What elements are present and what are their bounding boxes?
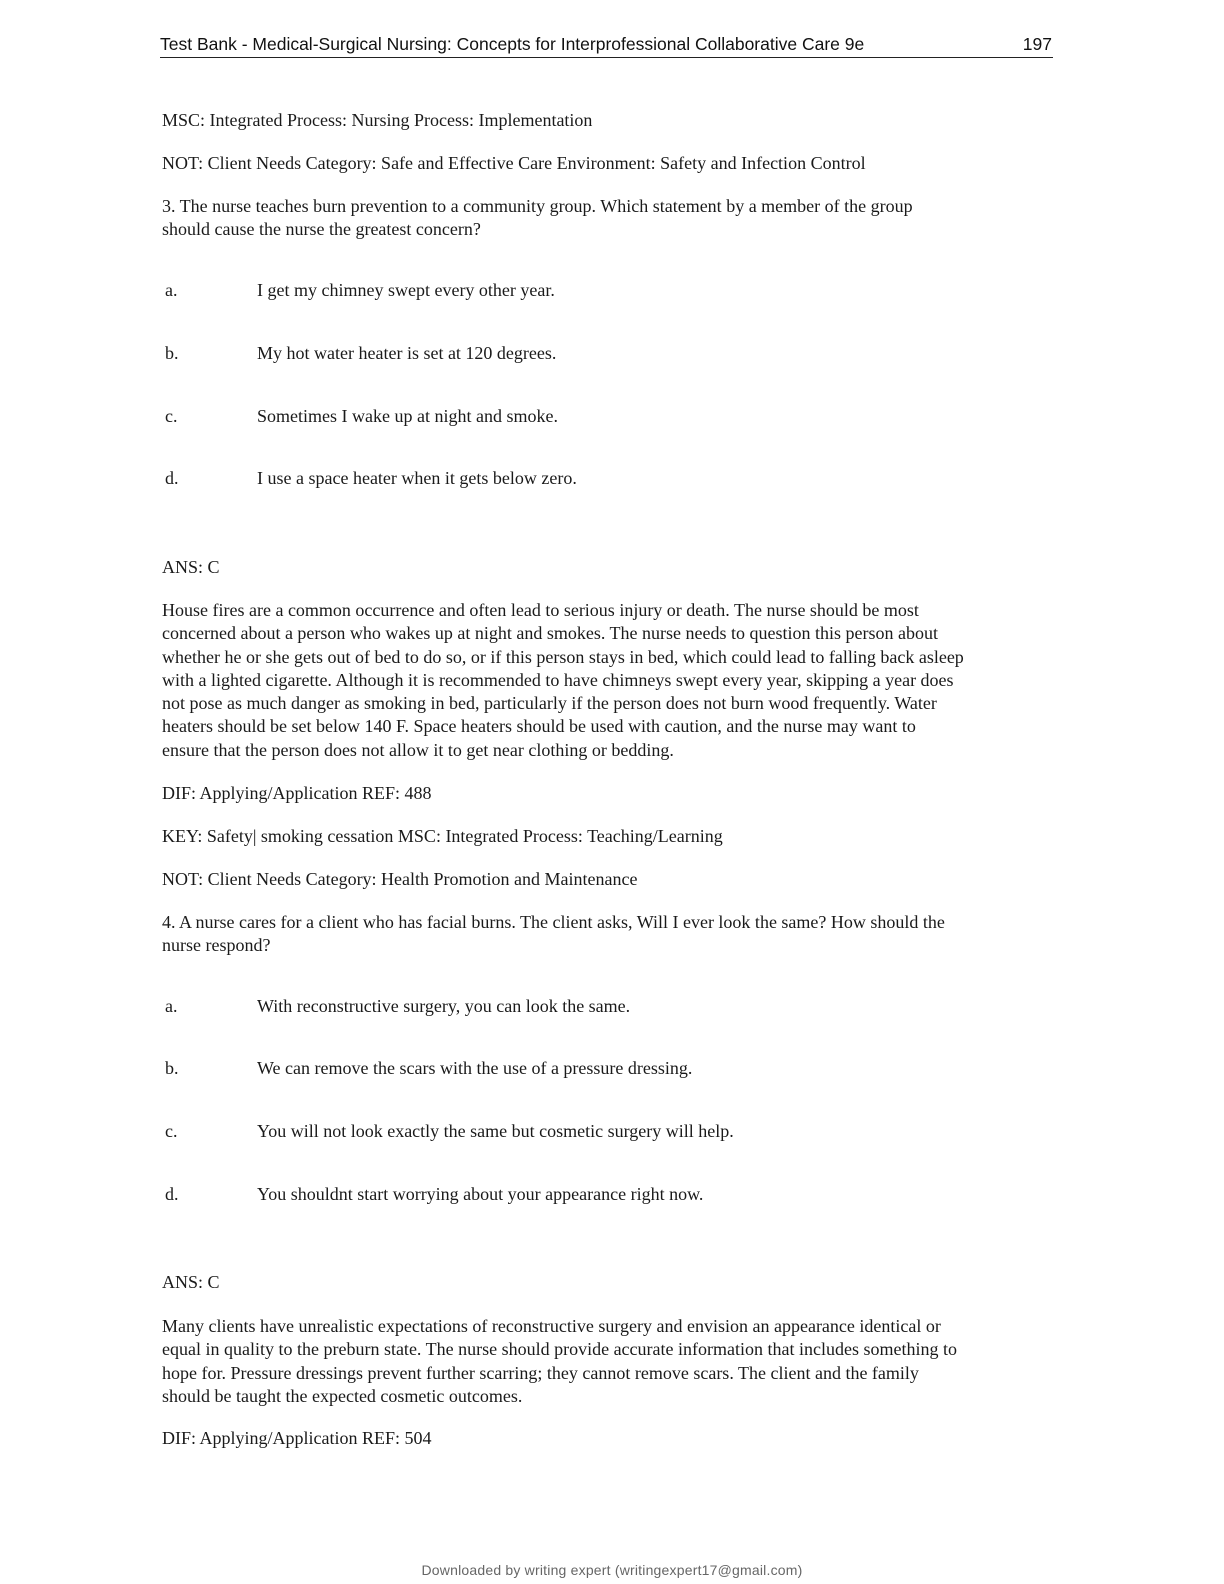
stem-line: nurse respond? (162, 935, 271, 956)
question-3-stem (162, 195, 1062, 242)
option-letter: b. (165, 1058, 179, 1078)
option-text: I use a space heater when it gets below zero. (257, 468, 577, 488)
stem-line: 4. A nurse cares for a client who has facial burns. The client asks, Will I ever look the same? How should the (162, 912, 945, 932)
option-text: I get my chimney swept every other year. (257, 280, 555, 300)
option-letter: d. (165, 1184, 179, 1204)
question-4-stem (162, 911, 1062, 958)
option-letter: c. (165, 406, 178, 426)
q4-dif: DIF: Applying/Application REF: 504 (162, 1428, 432, 1448)
q4-option-a (162, 995, 630, 1018)
option-letter: b. (165, 343, 179, 363)
q4-rationale (162, 1315, 1062, 1408)
option-letter: a. (165, 280, 178, 300)
q4-option-c (162, 1120, 734, 1143)
q3-option-c (162, 405, 558, 428)
option-letter: d. (165, 468, 179, 488)
q4-answer: ANS: C (162, 1272, 220, 1292)
option-text: Sometimes I wake up at night and smoke. (257, 406, 558, 426)
stem-line: 3. The nurse teaches burn prevention to a community group. Which statement by a member of the group (162, 196, 913, 216)
option-letter: a. (165, 996, 178, 1016)
rationale-line: not pose as much danger as smoking in bed, particularly if the person does not burn wood frequently. Water (162, 693, 937, 714)
rationale-line: equal in quality to the preburn state. The nurse should provide accurate information that includes something to (162, 1339, 957, 1360)
page-number: 197 (1022, 34, 1052, 54)
q3-not: NOT: Client Needs Category: Health Promotion and Maintenance (162, 869, 638, 889)
option-text: With reconstructive surgery, you can look the same. (257, 996, 631, 1016)
header-title: Test Bank - Medical-Surgical Nursing: Concepts for Interprofessional Collaborative Care 9e (160, 34, 865, 54)
q3-answer: ANS: C (162, 557, 220, 577)
rationale-line: Many clients have unrealistic expectations of reconstructive surgery and envision an appearance identical or (162, 1316, 941, 1336)
option-text: You will not look exactly the same but cosmetic surgery will help. (257, 1121, 734, 1141)
rationale-line: heaters should be set below 140 F. Space heaters should be used with caution, and the nurse may want to (162, 716, 916, 737)
q3-rationale (162, 599, 1062, 762)
q4-option-b (162, 1057, 692, 1080)
rationale-line: whether he or she gets out of bed to do so, or if this person stays in bed, which could lead to falling back asleep (162, 646, 964, 667)
option-text: You shouldnt start worrying about your appearance right now. (257, 1184, 704, 1204)
q3-option-d (162, 467, 577, 490)
not-line: NOT: Client Needs Category: Safe and Effective Care Environment: Safety and Infection Control (162, 153, 866, 173)
rationale-line: House fires are a common occurrence and often lead to serious injury or death. The nurse should be most (162, 600, 919, 620)
rationale-line: hope for. Pressure dressings prevent further scarring; they cannot remove scars. The client and the family (162, 1362, 919, 1383)
page-header (160, 33, 1053, 58)
option-text: My hot water heater is set at 120 degrees. (257, 343, 557, 363)
option-letter: c. (165, 1121, 178, 1141)
rationale-line: should be taught the expected cosmetic outcomes. (162, 1385, 523, 1406)
stem-line: should cause the nurse the greatest concern? (162, 219, 481, 240)
option-text: We can remove the scars with the use of a pressure dressing. (257, 1058, 693, 1078)
q3-dif: DIF: Applying/Application REF: 488 (162, 783, 432, 803)
q4-option-d (162, 1183, 703, 1206)
q3-option-a (162, 279, 555, 302)
rationale-line: ensure that the person does not allow it to get near clothing or bedding. (162, 739, 674, 760)
q3-option-b (162, 342, 556, 365)
download-footer: Downloaded by writing expert (writingexpert17@gmail.com) (421, 1562, 803, 1578)
q3-key: KEY: Safety| smoking cessation MSC: Integrated Process: Teaching/Learning (162, 826, 723, 846)
rationale-line: with a lighted cigarette. Although it is recommended to have chimneys swept every year, skipping a year does (162, 669, 954, 690)
msc-line: MSC: Integrated Process: Nursing Process: Implementation (162, 110, 593, 130)
rationale-line: concerned about a person who wakes up at night and smokes. The nurse needs to question this person about (162, 623, 938, 644)
